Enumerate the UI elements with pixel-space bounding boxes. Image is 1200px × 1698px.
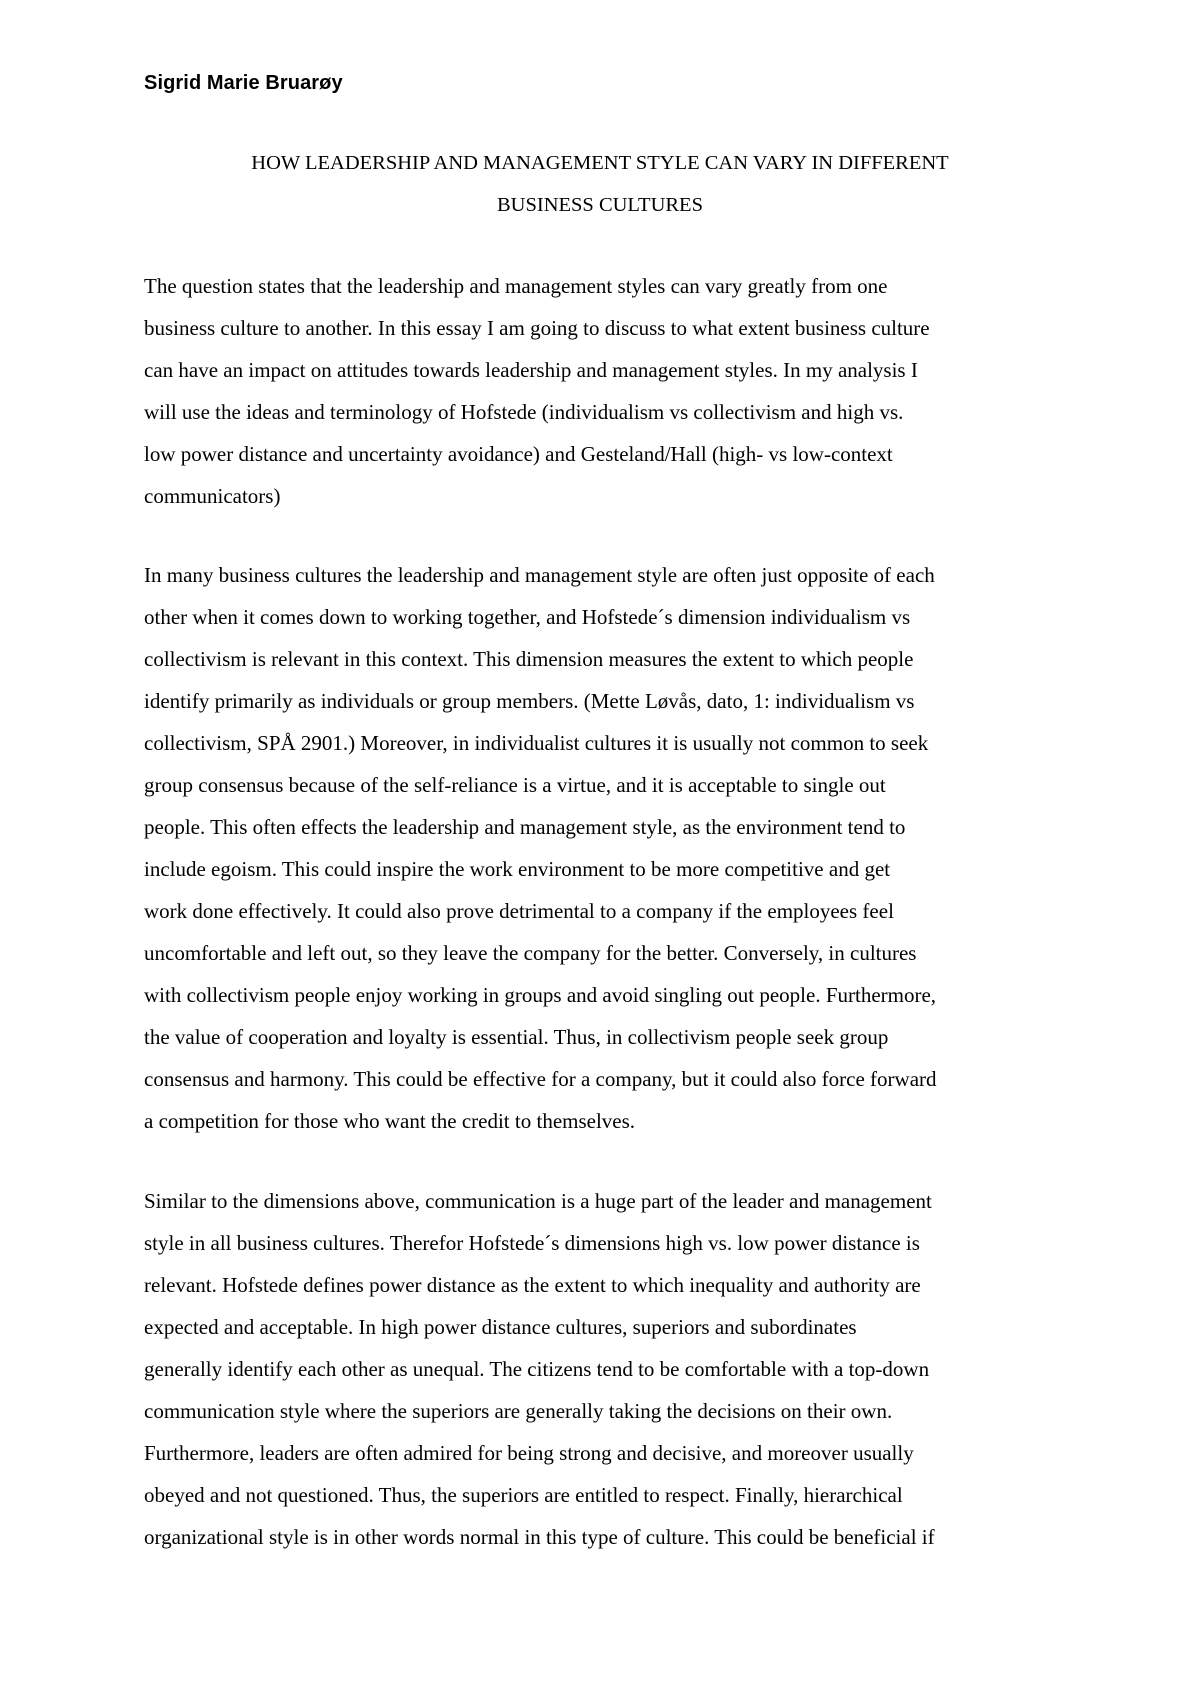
text-line: organizational style is in other words normal in this type of culture. This could be beneficial if	[144, 1525, 935, 1549]
text-line: In many business cultures the leadership and management style are often just opposite of each	[144, 563, 935, 587]
text-line: obeyed and not questioned. Thus, the superiors are entitled to respect. Finally, hierarchical	[144, 1483, 903, 1507]
text-line: communicators)	[144, 484, 281, 508]
text-line: with collectivism people enjoy working in groups and avoid singling out people. Furthermore,	[144, 983, 937, 1007]
text-line: consensus and harmony. This could be effective for a company, but it could also force forward	[144, 1067, 937, 1091]
text-line: other when it comes down to working together, and Hofstede´s dimension individualism vs	[144, 605, 911, 629]
text-line: work done effectively. It could also prove detrimental to a company if the employees feel	[144, 899, 894, 923]
text-line: generally identify each other as unequal. The citizens tend to be comfortable with a top-down	[144, 1357, 930, 1381]
text-line: uncomfortable and left out, so they leave the company for the better. Conversely, in cultures	[144, 941, 917, 965]
text-line: style in all business cultures. Therefor Hofstede´s dimensions high vs. low power distance is	[144, 1231, 920, 1255]
text-line: low power distance and uncertainty avoidance) and Gesteland/Hall (high- vs low-context	[144, 442, 893, 466]
text-line: can have an impact on attitudes towards leadership and management styles. In my analysis I	[144, 358, 918, 382]
text-line: expected and acceptable. In high power distance cultures, superiors and subordinates	[144, 1315, 857, 1339]
author-name: Sigrid Marie Bruarøy	[144, 72, 343, 94]
text-line: Furthermore, leaders are often admired for being strong and decisive, and moreover usually	[144, 1441, 914, 1465]
text-line: identify primarily as individuals or group members. (Mette Løvås, dato, 1: individualism vs	[144, 689, 915, 713]
text-line: communication style where the superiors are generally taking the decisions on their own.	[144, 1399, 893, 1423]
text-line: relevant. Hofstede defines power distance as the extent to which inequality and authority are	[144, 1273, 921, 1297]
title-line: HOW LEADERSHIP AND MANAGEMENT STYLE CAN VARY IN DIFFERENT	[251, 152, 949, 174]
text-line: group consensus because of the self-reliance is a virtue, and it is acceptable to single out	[144, 773, 886, 797]
text-line: The question states that the leadership and management styles can vary greatly from one	[144, 274, 888, 298]
paragraph-introduction	[144, 265, 1084, 517]
paragraph-individualism	[144, 554, 1084, 1142]
title-line: BUSINESS CULTURES	[496, 194, 703, 216]
text-line: people. This often effects the leadership and management style, as the environment tend to	[144, 815, 906, 839]
paragraph-power-distance	[144, 1180, 1084, 1558]
text-line: a competition for those who want the credit to themselves.	[144, 1109, 636, 1133]
text-line: will use the ideas and terminology of Hofstede (individualism vs collectivism and high vs.	[144, 400, 904, 424]
text-line: collectivism is relevant in this context. This dimension measures the extent to which people	[144, 647, 914, 671]
text-line: the value of cooperation and loyalty is essential. Thus, in collectivism people seek group	[144, 1025, 889, 1049]
essay-title	[144, 142, 1056, 226]
text-line: collectivism, SPÅ 2901.) Moreover, in individualist cultures it is usually not common to seek	[144, 731, 929, 755]
text-line: Similar to the dimensions above, communication is a huge part of the leader and management	[144, 1189, 932, 1213]
text-line: business culture to another. In this essay I am going to discuss to what extent business culture	[144, 316, 930, 340]
text-line: include egoism. This could inspire the work environment to be more competitive and get	[144, 857, 891, 881]
